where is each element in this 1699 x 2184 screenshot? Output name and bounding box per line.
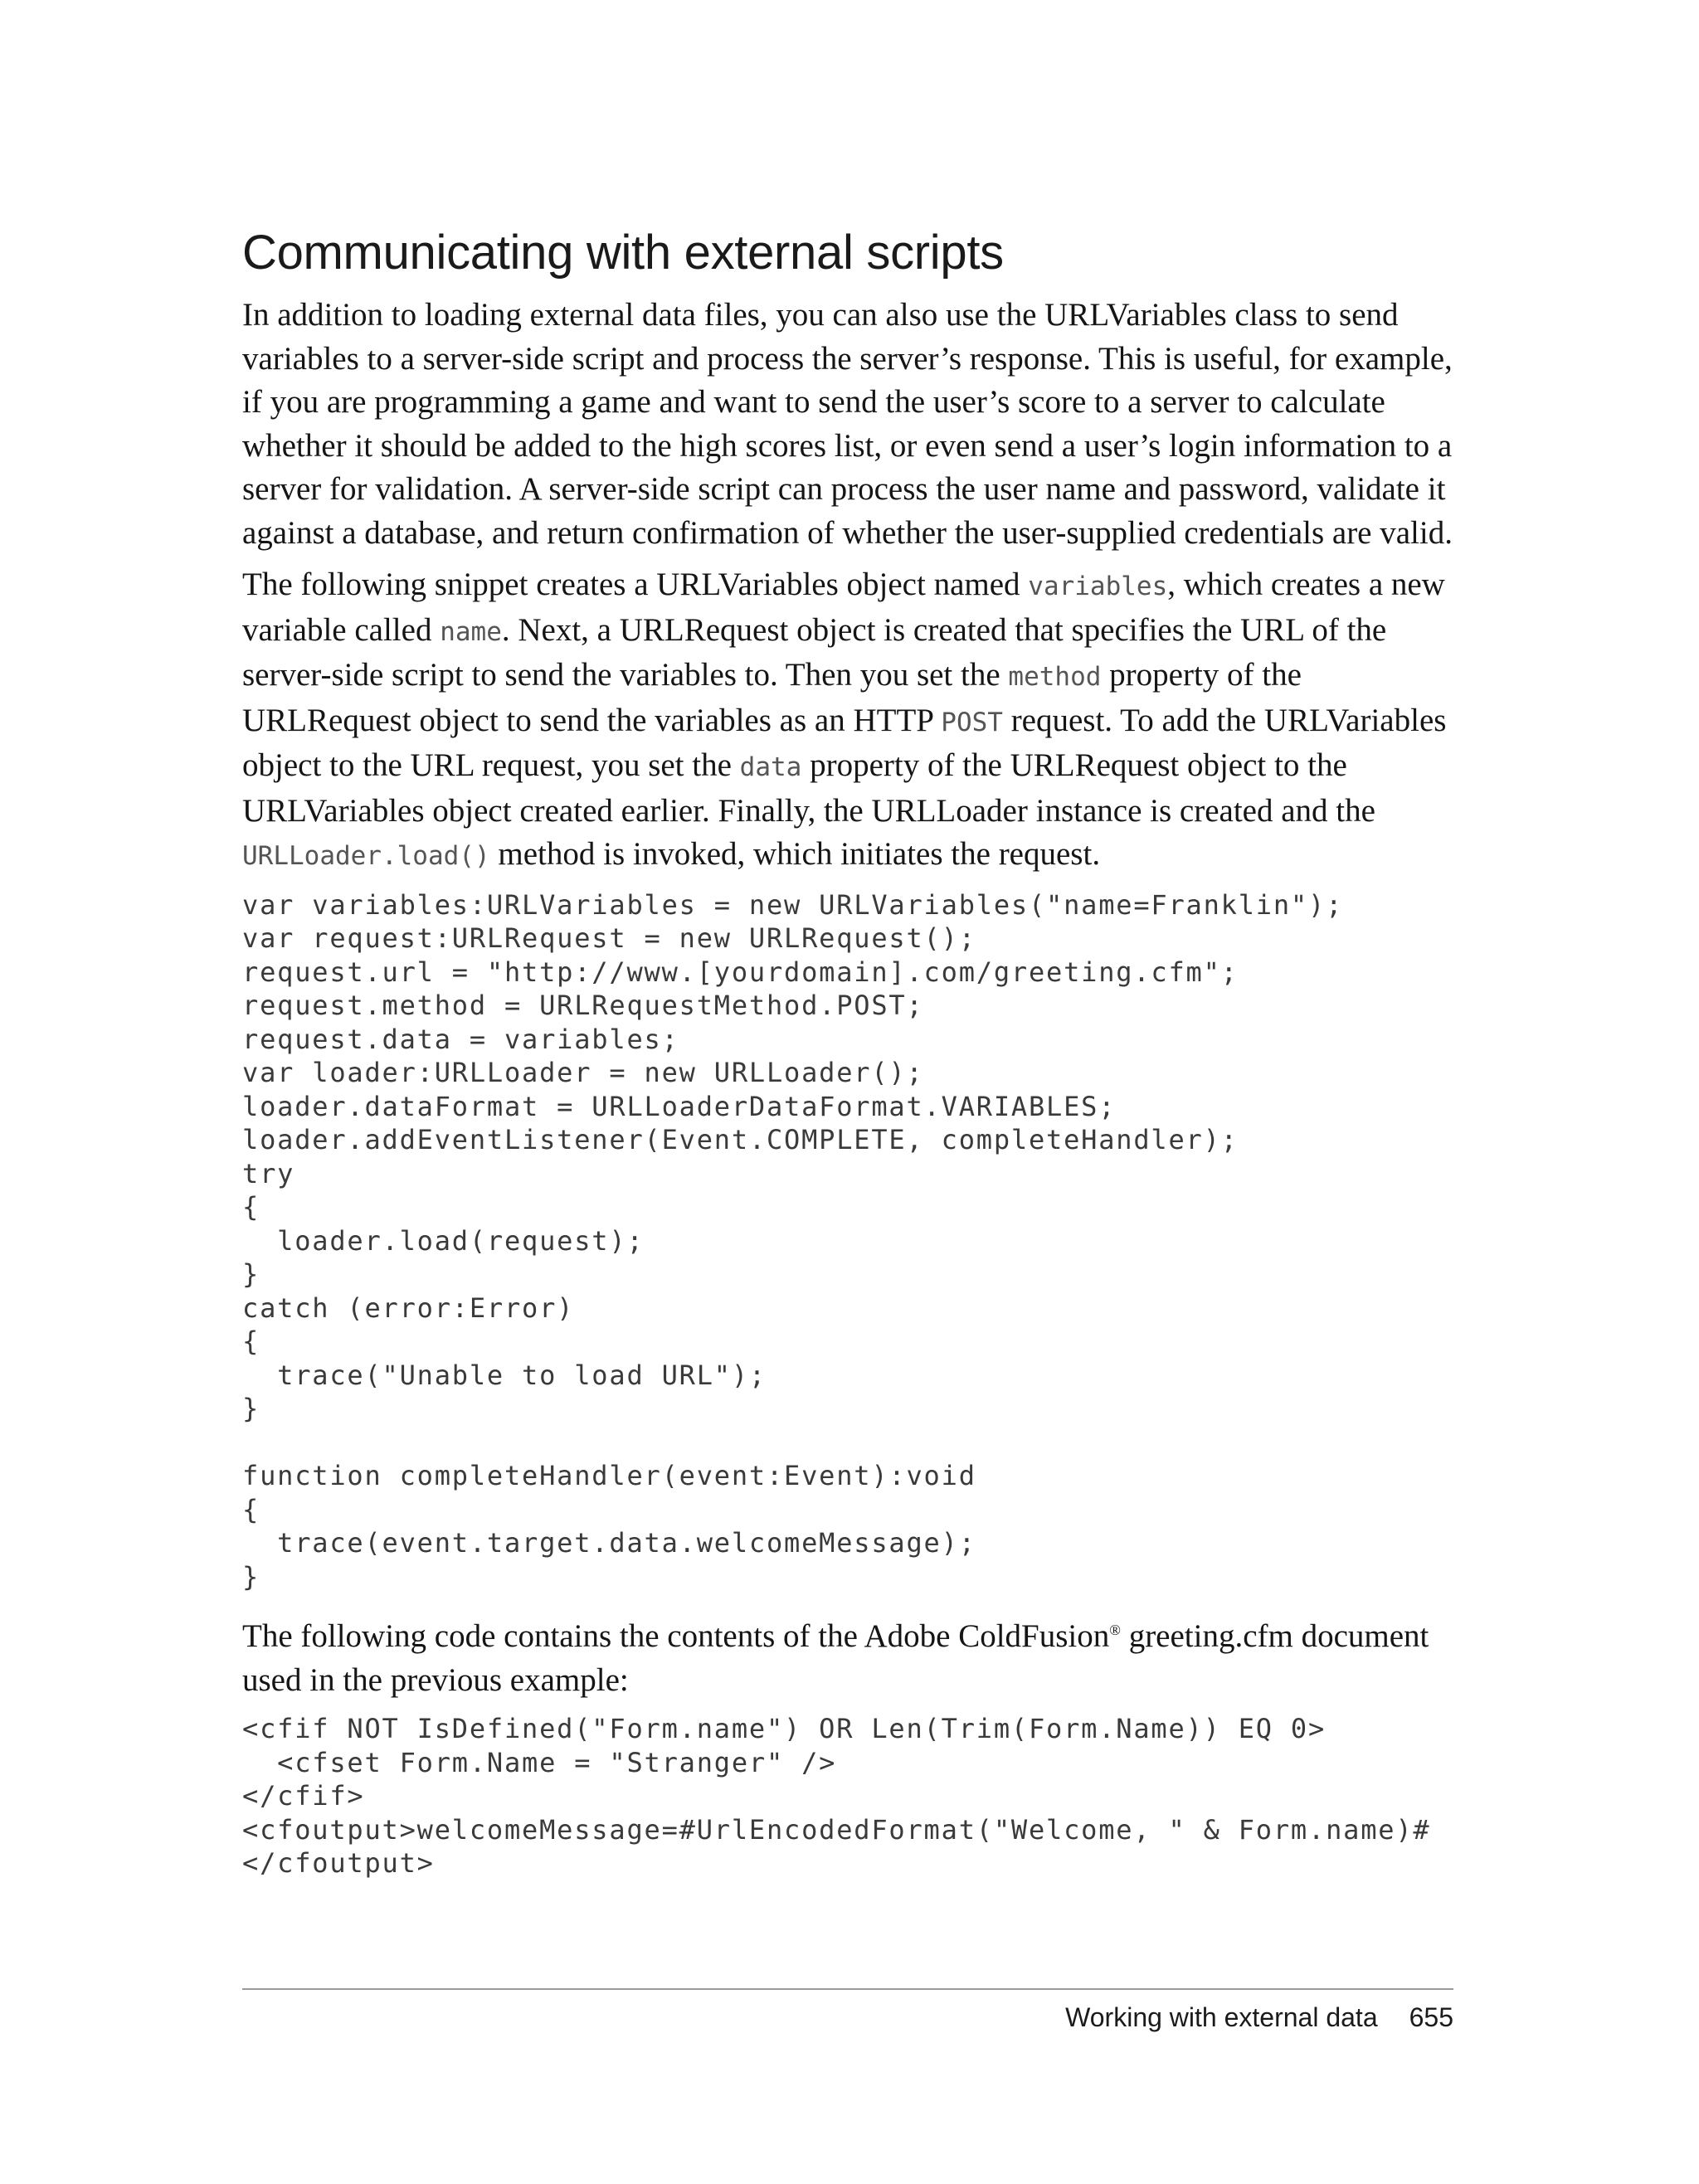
code-line: try [242, 1157, 295, 1189]
code-line: { [242, 1325, 260, 1357]
code-line: loader.dataFormat = URLLoaderDataFormat.VARIABLES; [242, 1090, 1117, 1122]
registered-mark: ® [1109, 1622, 1121, 1638]
code-line: loader.load(request); [242, 1224, 645, 1257]
coldfusion-code-block [242, 1712, 1453, 1880]
code-line: <cfset Form.Name = "Stranger" /> [242, 1746, 837, 1778]
page-footer [242, 2001, 1453, 2034]
code-line: <cfif NOT IsDefined("Form.name") OR Len(Trim(Form.Name)) EQ 0> [242, 1713, 1327, 1744]
inline-code: variables [1028, 572, 1168, 601]
inline-code: method [1008, 662, 1102, 692]
code-line: var variables:URLVariables = new URLVariables("name=Franklin"); [242, 888, 1344, 921]
actionscript-code-block [242, 888, 1453, 1594]
text-run: , which creates a new variable called [242, 567, 1445, 648]
text-run: property of the URLRequest object to the URLVariables object created earlier. Finally, the URLLoader instance is created and the [242, 747, 1375, 829]
code-line: function completeHandler(event:Event):void [242, 1460, 976, 1491]
text-run: request. To add the URLVariables object to the URL request, you set the [242, 702, 1447, 783]
code-line: var request:URLRequest = new URLRequest(); [242, 922, 976, 954]
code-line: } [242, 1560, 260, 1593]
footer-divider [242, 1988, 1453, 1990]
inline-code: POST [941, 707, 1003, 737]
code-line: { [242, 1493, 260, 1525]
footer-chapter-title: Working with external data [1065, 2002, 1378, 2032]
intro-paragraph: In addition to loading external data files, you can also use the URLVariables class to send variables to a server-side script and process the server’s response. This is useful, for example, if you are programming a game and want to send the user’s score to a server to calculate whether it should be added to the high scores list, or even send a user’s login information to a server for validation. A server-side script can process the user name and password, validate it against a database, and return confirmation of whether the user-supplied credentials are valid. [242, 297, 1453, 551]
inline-code: URLLoader.load() [242, 841, 490, 871]
inline-code: data [739, 752, 802, 782]
text-run: The following snippet creates a URLVariables object named [242, 567, 1029, 602]
code-line: </cfoutput> [242, 1847, 435, 1879]
inline-code: name [440, 616, 502, 647]
snippet-description-paragraph [242, 563, 1453, 878]
code-line: catch (error:Error) [242, 1291, 575, 1324]
code-line [242, 1426, 1453, 1460]
text-run: method is invoked, which initiates the request. [489, 836, 1101, 872]
code-line: request.data = variables; [242, 1023, 679, 1055]
text-run: greeting.cfm document used in the previous example: [242, 1618, 1429, 1698]
text-run: The following code contains the contents of the Adobe ColdFusion [242, 1618, 1110, 1654]
code-line: <cfoutput>welcomeMessage=#UrlEncodedFormat("Welcome, " & Form.name)# [242, 1813, 1431, 1846]
code-line: trace(event.target.data.welcomeMessage); [242, 1527, 976, 1559]
coldfusion-intro-paragraph [242, 1615, 1453, 1702]
code-line: request.url = "http://www.[yourdomain].com/greeting.cfm"; [242, 956, 1239, 988]
code-line: } [242, 1393, 260, 1424]
page-number: 655 [1409, 2002, 1453, 2032]
text-run: . Next, a URLRequest object is created that specifies the URL of the server-side script to send the variables to. Then you set the [242, 611, 1387, 693]
code-line: trace("Unable to load URL"); [242, 1359, 767, 1391]
code-line: { [242, 1191, 260, 1223]
code-line: var loader:URLLoader = new URLLoader(); [242, 1057, 924, 1088]
code-line: loader.addEventListener(Event.COMPLETE, completeHandler); [242, 1124, 1239, 1155]
code-line: } [242, 1258, 260, 1290]
section-heading: Communicating with external scripts [242, 226, 1004, 280]
code-line: request.method = URLRequestMethod.POST; [242, 990, 924, 1021]
page-content [242, 224, 1453, 1902]
text-run: property of the URLRequest object to send the variables as an HTTP [242, 657, 1302, 738]
code-line: </cfif> [242, 1780, 365, 1812]
